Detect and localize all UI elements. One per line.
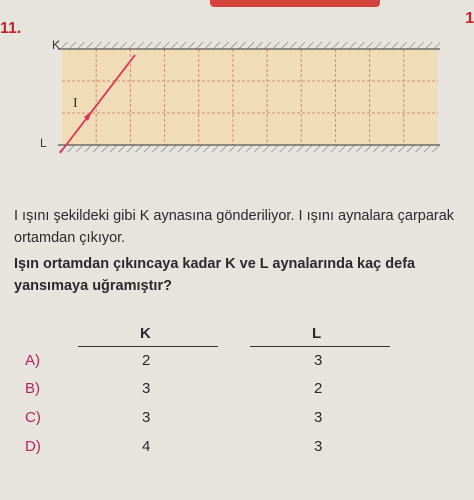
option-a-k-value: 2 [142,352,151,369]
bottom-mirror [58,145,440,152]
option-b-label[interactable]: B) [25,380,40,397]
option-d-l-value: 3 [314,438,323,455]
option-d-label[interactable]: D) [25,438,41,455]
top-mirror [58,42,440,49]
option-b-k-value: 3 [142,380,151,397]
option-c-k-value: 3 [142,409,151,426]
option-b-l-value: 2 [314,380,323,397]
question-number: 11. [0,20,22,37]
question-paragraph: I ışını şekildeki gibi K aynasına gönderiliyor. I ışını aynalara çarparak ortamdan çıkıyor. [14,208,455,246]
column-rule-l [250,346,390,347]
option-a-l-value: 3 [314,352,323,369]
column-header-k: K [140,325,151,342]
option-a-label[interactable]: A) [25,352,40,369]
header-accent-bar [210,0,380,7]
mirror-figure [40,35,450,165]
label-ray-i: I [73,96,78,111]
label-l: L [40,136,47,150]
column-rule-k [78,346,218,347]
question-prompt: Işın ortamdan çıkıncaya kadar K ve L aynalarında kaç defa yansımaya uğramıştır? [14,256,416,294]
option-c-l-value: 3 [314,409,323,426]
column-header-l: L [312,325,322,342]
corner-number: 1 [465,10,474,27]
option-c-label[interactable]: C) [25,409,41,426]
option-d-k-value: 4 [142,438,151,455]
grid-background [62,49,438,145]
label-k: K [52,38,61,52]
figure-svg [40,35,450,165]
